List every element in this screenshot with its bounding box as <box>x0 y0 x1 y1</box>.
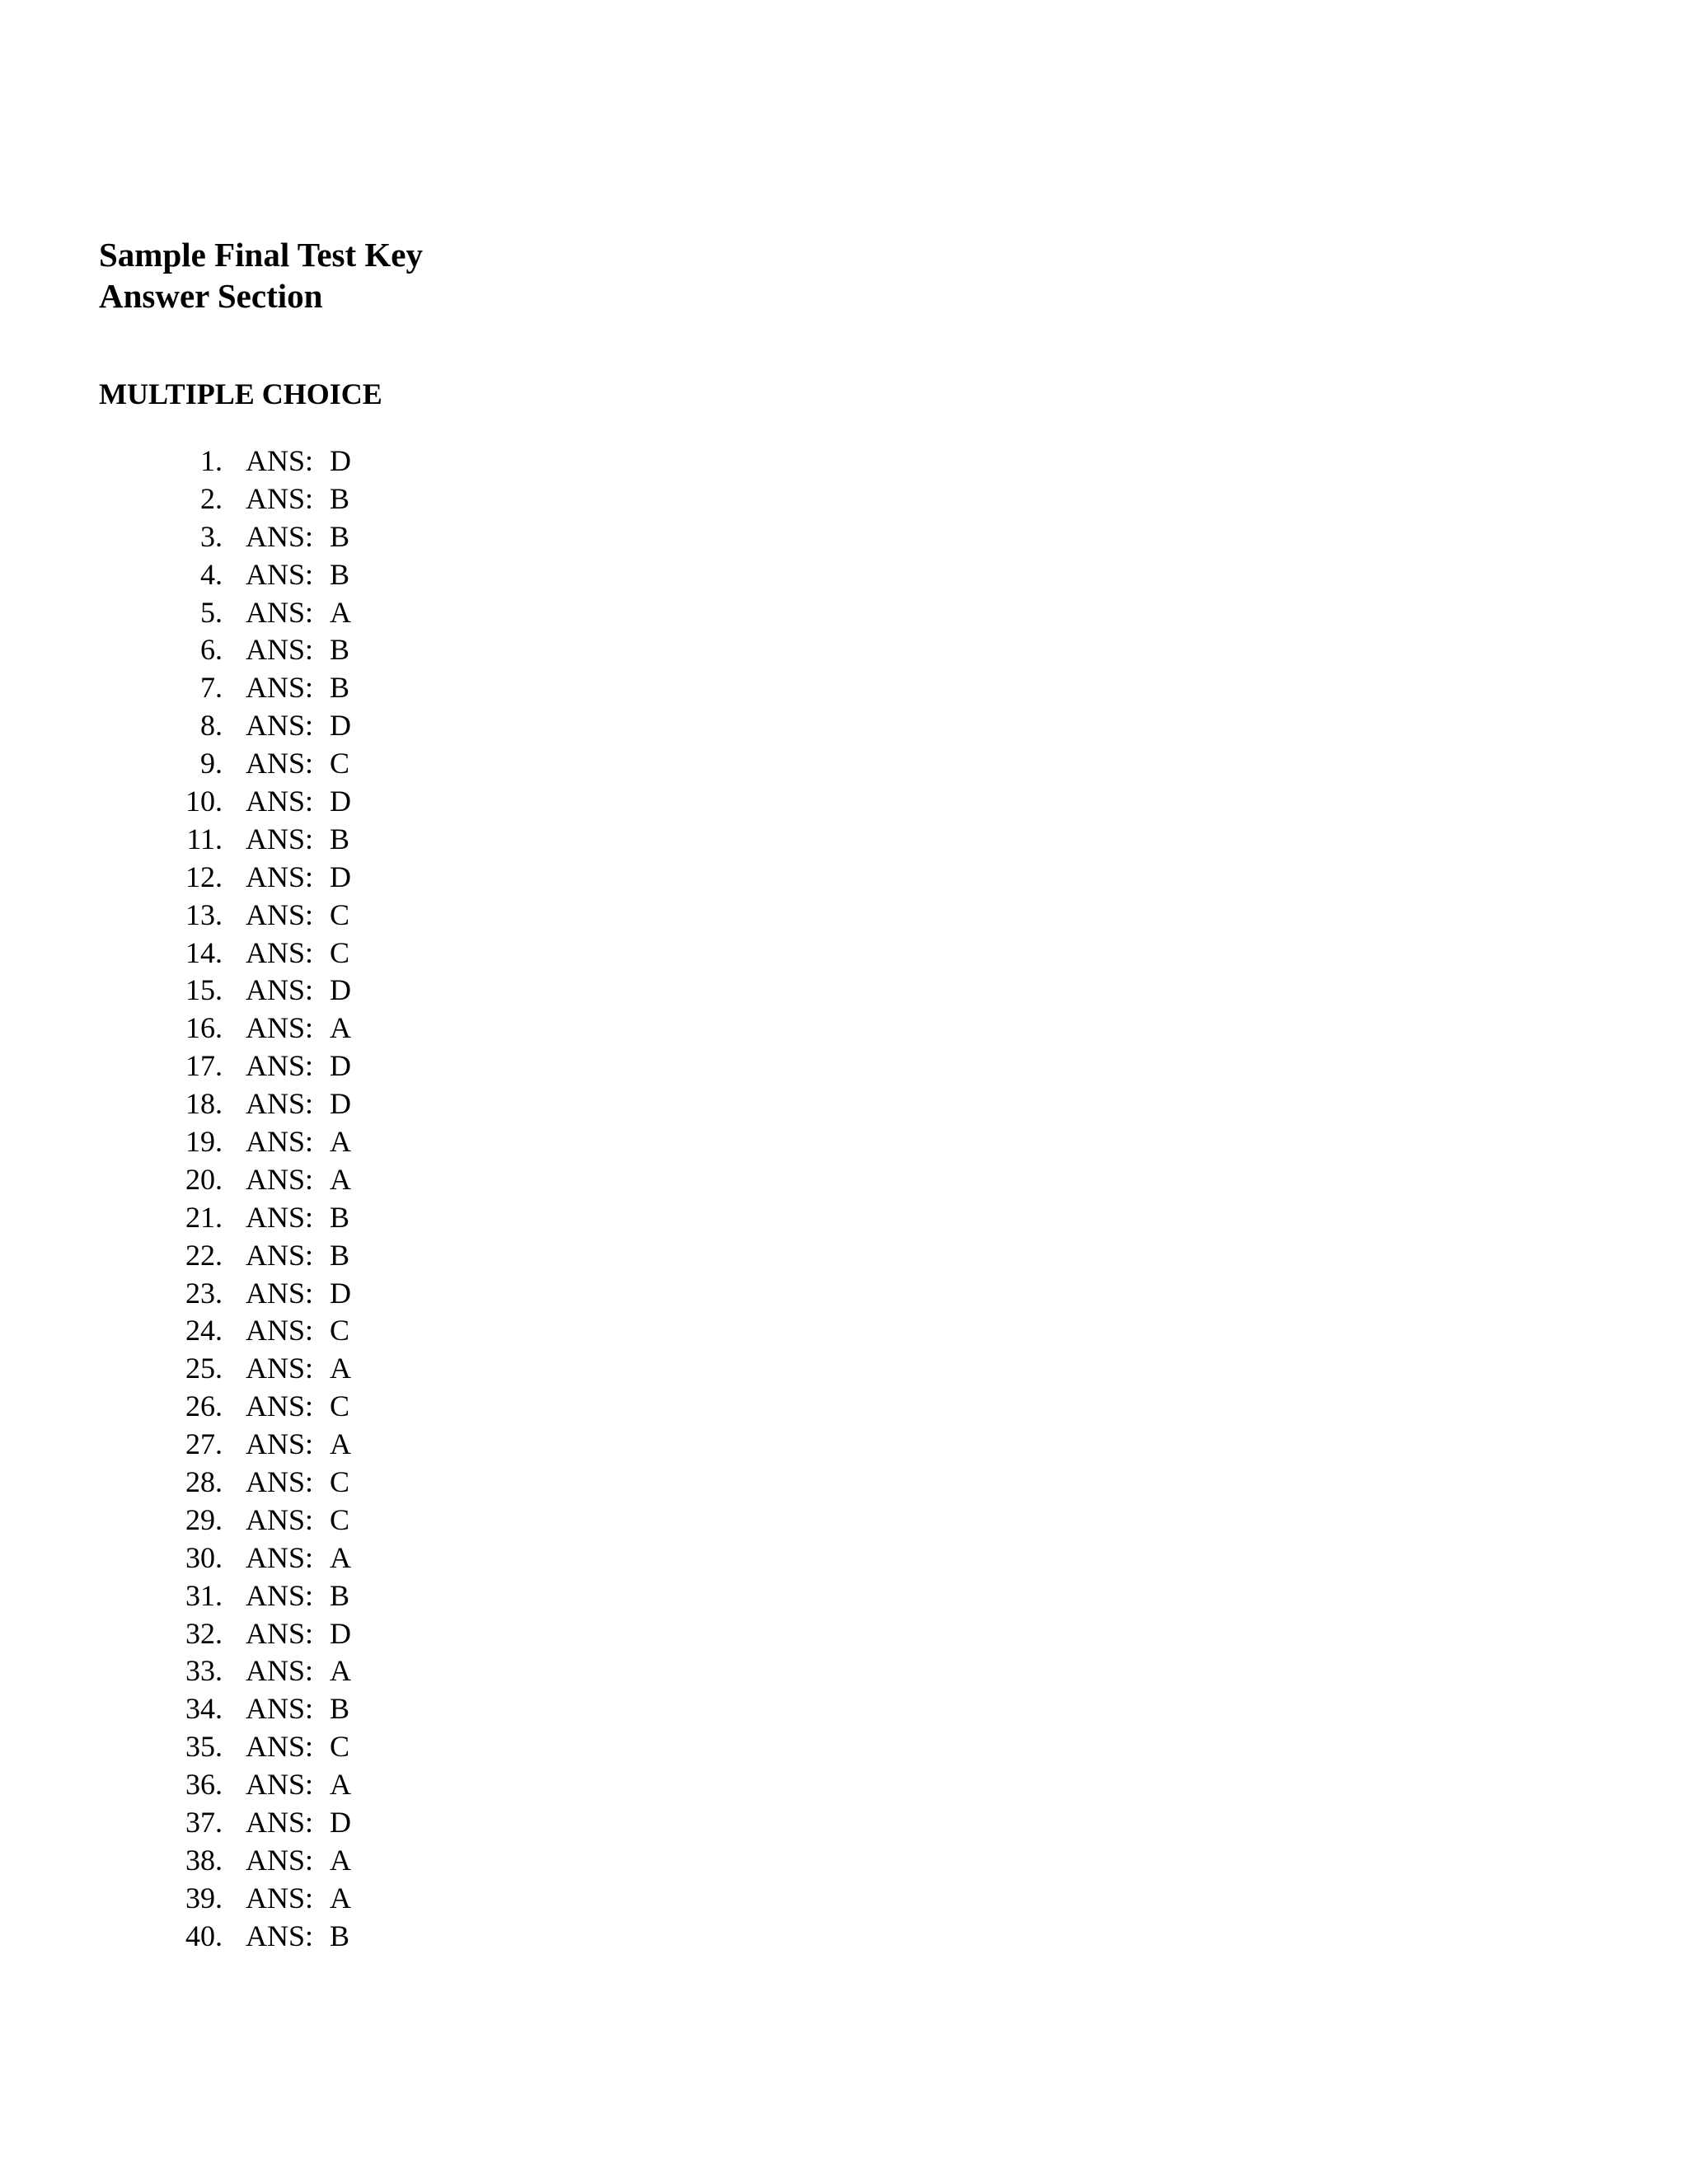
ans-label: ANS: <box>246 557 314 591</box>
answer-value: A <box>330 1654 351 1688</box>
answer-value: A <box>330 1427 351 1461</box>
question-number: 28. <box>185 1465 223 1498</box>
ans-label: ANS: <box>246 671 314 705</box>
answer-value: A <box>330 1011 351 1045</box>
ans-label: ANS: <box>246 1540 314 1574</box>
question-number: 7. <box>200 671 223 705</box>
question-number: 40. <box>185 1919 223 1952</box>
answer-value: D <box>330 709 351 743</box>
answer-row <box>148 1349 351 1387</box>
answer-value: B <box>330 671 350 705</box>
answer-row <box>148 1690 351 1727</box>
answer-value: B <box>330 1919 350 1952</box>
question-number: 3. <box>200 519 223 553</box>
question-number: 9. <box>200 747 223 780</box>
question-number: 8. <box>200 709 223 743</box>
answer-row <box>148 1425 351 1463</box>
ans-label: ANS: <box>246 1200 314 1234</box>
ans-label: ANS: <box>246 1843 314 1877</box>
question-number: 32. <box>185 1616 223 1650</box>
answer-row <box>148 1009 351 1047</box>
question-number: 36. <box>185 1768 223 1802</box>
answer-row <box>148 1501 351 1539</box>
page-subtitle: Answer Section <box>99 277 323 315</box>
ans-label: ANS: <box>246 973 314 1007</box>
answer-value: D <box>330 1616 351 1650</box>
answer-row <box>148 1803 351 1841</box>
answer-row <box>148 1727 351 1765</box>
answer-value: B <box>330 519 350 553</box>
answer-row <box>148 858 351 896</box>
answer-value: D <box>330 1049 351 1083</box>
ans-label: ANS: <box>246 860 314 893</box>
ans-label: ANS: <box>246 1654 314 1688</box>
ans-label: ANS: <box>246 481 314 515</box>
answer-value: C <box>330 935 350 969</box>
answer-value: B <box>330 633 350 667</box>
answer-row <box>148 1160 351 1198</box>
ans-label: ANS: <box>246 1768 314 1802</box>
question-number: 39. <box>185 1881 223 1915</box>
ans-label: ANS: <box>246 1502 314 1536</box>
answer-value: A <box>330 1843 351 1877</box>
question-number: 26. <box>185 1390 223 1423</box>
answer-value: A <box>330 1352 351 1385</box>
ans-label: ANS: <box>246 784 314 818</box>
answer-row <box>148 1765 351 1803</box>
ans-label: ANS: <box>246 747 314 780</box>
ans-label: ANS: <box>246 709 314 743</box>
ans-label: ANS: <box>246 1124 314 1158</box>
answer-row <box>148 1577 351 1615</box>
answer-value: B <box>330 1578 350 1612</box>
question-number: 4. <box>200 557 223 591</box>
question-number: 29. <box>185 1502 223 1536</box>
question-number: 30. <box>185 1540 223 1574</box>
answer-value: B <box>330 557 350 591</box>
answer-row <box>148 934 351 972</box>
answer-row <box>148 1539 351 1577</box>
ans-label: ANS: <box>246 1919 314 1952</box>
answer-row <box>148 1841 351 1879</box>
answer-row <box>148 1652 351 1690</box>
answer-value: C <box>330 1730 350 1764</box>
ans-label: ANS: <box>246 1616 314 1650</box>
ans-label: ANS: <box>246 1352 314 1385</box>
answer-row <box>148 1085 351 1122</box>
answer-row <box>148 1236 351 1274</box>
answer-value: B <box>330 822 350 855</box>
question-number: 23. <box>185 1276 223 1310</box>
answer-value: C <box>330 1502 350 1536</box>
question-number: 37. <box>185 1806 223 1840</box>
answer-row <box>148 1122 351 1160</box>
answer-row <box>148 1463 351 1501</box>
answer-value: D <box>330 784 351 818</box>
ans-label: ANS: <box>246 1427 314 1461</box>
answer-value: B <box>330 1200 350 1234</box>
answer-row <box>148 971 351 1009</box>
ans-label: ANS: <box>246 1881 314 1915</box>
answer-row <box>148 1198 351 1236</box>
answer-value: C <box>330 1314 350 1347</box>
ans-label: ANS: <box>246 935 314 969</box>
answer-row <box>148 706 351 744</box>
question-number: 33. <box>185 1654 223 1688</box>
question-number: 11. <box>186 822 223 855</box>
answer-value: D <box>330 443 351 477</box>
answer-value: B <box>330 481 350 515</box>
answer-row <box>148 442 351 480</box>
ans-label: ANS: <box>246 595 314 629</box>
answer-value: A <box>330 595 351 629</box>
question-number: 18. <box>185 1087 223 1121</box>
answer-row <box>148 1879 351 1917</box>
answer-value: B <box>330 1692 350 1726</box>
answer-row <box>148 820 351 858</box>
answer-value: C <box>330 898 350 931</box>
answer-list <box>148 442 351 1955</box>
question-number: 20. <box>185 1162 223 1196</box>
answer-value: C <box>330 1390 350 1423</box>
ans-label: ANS: <box>246 1730 314 1764</box>
answer-value: A <box>330 1540 351 1574</box>
answer-row <box>148 555 351 593</box>
answer-row <box>148 1047 351 1085</box>
question-number: 21. <box>185 1200 223 1234</box>
ans-label: ANS: <box>246 1162 314 1196</box>
answer-row <box>148 480 351 518</box>
question-number: 25. <box>185 1352 223 1385</box>
question-number: 16. <box>185 1011 223 1045</box>
page-title: Sample Final Test Key <box>99 236 423 274</box>
answer-row <box>148 744 351 782</box>
question-number: 24. <box>185 1314 223 1347</box>
answer-value: D <box>330 973 351 1007</box>
question-number: 34. <box>185 1692 223 1726</box>
ans-label: ANS: <box>246 898 314 931</box>
answer-row <box>148 593 351 631</box>
ans-label: ANS: <box>246 1465 314 1498</box>
answer-value: D <box>330 860 351 893</box>
question-number: 2. <box>200 481 223 515</box>
question-number: 13. <box>185 898 223 931</box>
answer-value: D <box>330 1087 351 1121</box>
question-number: 35. <box>185 1730 223 1764</box>
question-number: 19. <box>185 1124 223 1158</box>
answer-row <box>148 1274 351 1312</box>
question-number: 38. <box>185 1843 223 1877</box>
ans-label: ANS: <box>246 822 314 855</box>
ans-label: ANS: <box>246 1578 314 1612</box>
question-number: 1. <box>200 443 223 477</box>
answer-value: C <box>330 1465 350 1498</box>
answer-value: A <box>330 1162 351 1196</box>
ans-label: ANS: <box>246 443 314 477</box>
ans-label: ANS: <box>246 1049 314 1083</box>
answer-value: D <box>330 1276 351 1310</box>
question-number: 5. <box>200 595 223 629</box>
ans-label: ANS: <box>246 1314 314 1347</box>
answer-row <box>148 1917 351 1955</box>
answer-row <box>148 630 351 668</box>
answer-value: D <box>330 1806 351 1840</box>
answer-value: A <box>330 1768 351 1802</box>
ans-label: ANS: <box>246 1087 314 1121</box>
question-number: 15. <box>185 973 223 1007</box>
ans-label: ANS: <box>246 1390 314 1423</box>
ans-label: ANS: <box>246 1692 314 1726</box>
ans-label: ANS: <box>246 1011 314 1045</box>
answer-value: B <box>330 1238 350 1272</box>
question-number: 12. <box>185 860 223 893</box>
ans-label: ANS: <box>246 1806 314 1840</box>
answer-row <box>148 896 351 934</box>
answer-row <box>148 782 351 820</box>
answer-row <box>148 668 351 706</box>
ans-label: ANS: <box>246 633 314 667</box>
ans-label: ANS: <box>246 519 314 553</box>
question-number: 17. <box>185 1049 223 1083</box>
question-number: 10. <box>185 784 223 818</box>
answer-row <box>148 1387 351 1425</box>
ans-label: ANS: <box>246 1238 314 1272</box>
answer-value: C <box>330 747 350 780</box>
ans-label: ANS: <box>246 1276 314 1310</box>
question-number: 22. <box>185 1238 223 1272</box>
answer-value: A <box>330 1881 351 1915</box>
answer-row <box>148 1311 351 1349</box>
section-heading: MULTIPLE CHOICE <box>99 377 382 410</box>
answer-row <box>148 1615 351 1652</box>
question-number: 14. <box>185 935 223 969</box>
answer-row <box>148 518 351 555</box>
question-number: 6. <box>200 633 223 667</box>
answer-value: A <box>330 1124 351 1158</box>
question-number: 31. <box>185 1578 223 1612</box>
question-number: 27. <box>185 1427 223 1461</box>
